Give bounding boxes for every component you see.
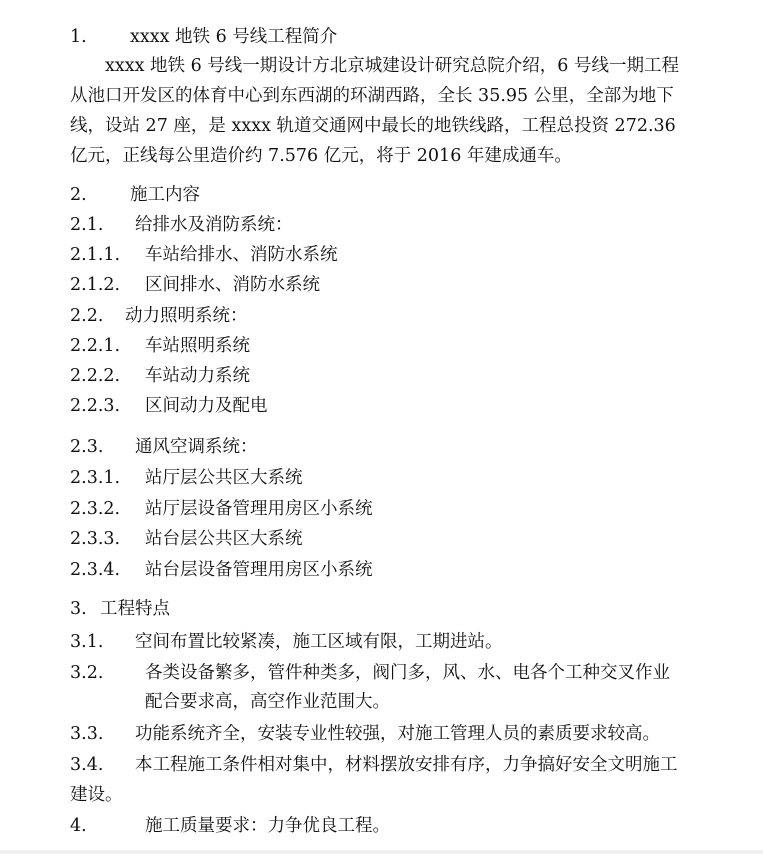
paragraph-line: 亿元，正线每公里造价约 7.576 亿元，将于 2016 年建成通车。 (70, 146, 572, 166)
item-number: 2.3.1. (70, 468, 121, 488)
paragraph-line: 从池口开发区的体育中心到东西湖的环湖西路，全长 35.95 公里，全部为地下 (70, 86, 674, 106)
item-text: 车站动力系统 (145, 366, 250, 386)
item-text: 站厅层设备管理用房区小系统 (145, 499, 373, 519)
item-number: 3.4. (70, 755, 104, 775)
item-text: 站台层公共区大系统 (145, 529, 303, 549)
section-number: 3. (70, 599, 87, 619)
item-number: 2.1.1. (70, 245, 121, 265)
section-title: xxxx 地铁 6 号线工程简介 (130, 27, 338, 47)
item-text-continuation: 配合要求高，高空作业范围大。 (145, 692, 390, 712)
item-number: 2.2.1. (70, 336, 121, 356)
subsection-number: 2.1. (70, 215, 104, 235)
item-text-continuation: 建设。 (70, 785, 123, 805)
item-text: 区间排水、消防水系统 (145, 275, 320, 295)
section-number: 4. (70, 816, 87, 836)
item-number: 2.3.2. (70, 499, 121, 519)
section-title: 施工内容 (130, 185, 200, 205)
item-number: 2.3.4. (70, 560, 121, 580)
subsection-title: 动力照明系统： (125, 306, 248, 326)
item-number: 3.2. (70, 663, 104, 683)
page-bottom-edge (0, 850, 763, 854)
item-number: 3.1. (70, 632, 104, 652)
subsection-title: 通风空调系统： (135, 437, 258, 457)
item-text: 功能系统齐全，安装专业性较强，对施工管理人员的素质要求较高。 (135, 724, 660, 744)
section-number: 2. (70, 185, 87, 205)
subsection-number: 2.2. (70, 306, 104, 326)
item-number: 2.2.2. (70, 366, 121, 386)
section-number: 1. (70, 27, 87, 47)
subsection-number: 2.3. (70, 437, 104, 457)
item-text: 车站照明系统 (145, 336, 250, 356)
subsection-title: 给排水及消防系统： (135, 215, 293, 235)
item-number: 3.3. (70, 724, 104, 744)
item-number: 2.3.3. (70, 529, 121, 549)
item-number: 2.1.2. (70, 275, 121, 295)
item-text: 空间布置比较紧凑，施工区域有限，工期进站。 (135, 632, 503, 652)
item-number: 2.2.3. (70, 396, 121, 416)
item-text: 本工程施工条件相对集中，材料摆放安排有序，力争搞好安全文明施工 (135, 755, 678, 775)
section-title: 施工质量要求：力争优良工程。 (145, 816, 390, 836)
item-text: 站台层设备管理用房区小系统 (145, 560, 373, 580)
item-text: 区间动力及配电 (145, 396, 268, 416)
paragraph-line: xxxx 地铁 6 号线一期设计方北京城建设计研究总院介绍，6 号线一期工程 (105, 56, 679, 76)
item-text: 车站给排水、消防水系统 (145, 245, 338, 265)
item-text: 各类设备繁多，管件种类多，阀门多，风、水、电各个工种交叉作业 (145, 663, 670, 683)
paragraph-line: 线，设站 27 座，是 xxxx 轨道交通网中最长的地铁线路，工程总投资 272.36 (70, 116, 676, 136)
item-text: 站厅层公共区大系统 (145, 468, 303, 488)
section-title: 工程特点 (100, 599, 170, 619)
